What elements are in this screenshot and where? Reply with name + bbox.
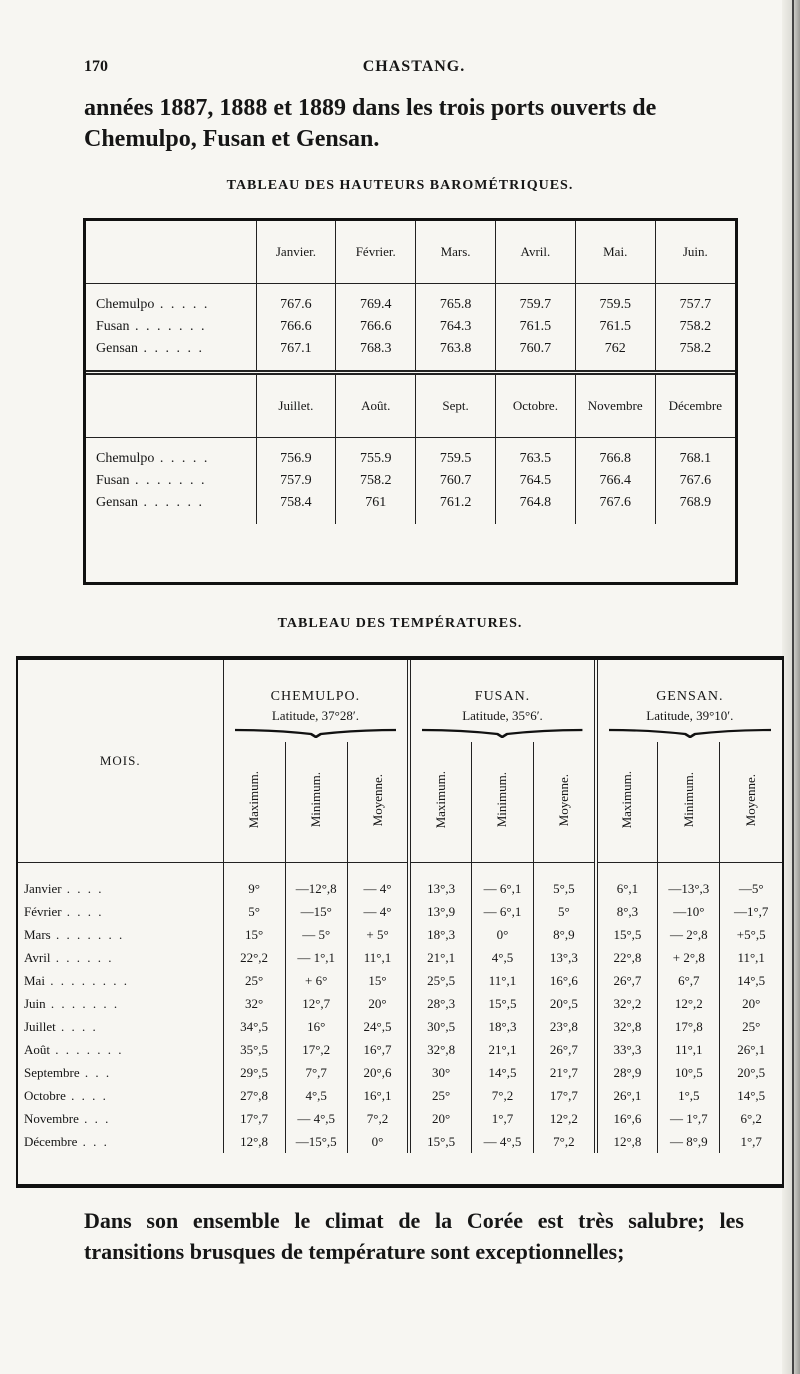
temperature-value: — 5° [285, 923, 347, 946]
spacer-row [86, 360, 735, 373]
table-row [18, 1038, 782, 1061]
pressure-value: 768.9 [655, 492, 735, 514]
port-name: Chemulpo [96, 297, 155, 312]
temperature-value: — 1°,1 [285, 946, 347, 969]
port-label [86, 294, 256, 316]
temperature-value: 20° [720, 992, 782, 1015]
table-row [86, 338, 735, 360]
month-name: Avril [24, 949, 51, 965]
temperature-value: 26°,1 [596, 1084, 658, 1107]
pressure-value: 768.1 [655, 448, 735, 470]
temperature-value: 20° [347, 992, 409, 1015]
temperature-value: 7°,2 [534, 1130, 596, 1153]
temperature-table [16, 656, 784, 1188]
temperature-value: 15° [347, 969, 409, 992]
month-name: Décembre [24, 1133, 78, 1149]
temperature-value: + 6° [285, 969, 347, 992]
table-row [18, 1061, 782, 1084]
temperature-value: 22°,8 [596, 946, 658, 969]
leader-dots: . . . . . [154, 451, 210, 466]
leader-dots: . . . . . . [50, 949, 114, 965]
temperature-value: 12°,8 [223, 1130, 285, 1153]
temperature-value: 14°,5 [471, 1061, 533, 1084]
leader-dots: . . . . . . [138, 495, 204, 510]
month-header: Août. [336, 375, 416, 438]
subheader-cell [534, 742, 596, 863]
pressure-value: 767.6 [655, 470, 735, 492]
temperature-value: 15° [223, 923, 285, 946]
temperature-value: 21°,1 [471, 1038, 533, 1061]
temperature-value: —1°,7 [720, 900, 782, 923]
leader-dots: . . . . . . . [129, 319, 207, 334]
temperature-value: 15°,5 [471, 992, 533, 1015]
pressure-value: 761 [336, 492, 416, 514]
table-row [18, 1015, 782, 1038]
city-name: FUSAN. [474, 689, 531, 704]
month-label [18, 1107, 223, 1130]
temperature-value: 26°,7 [534, 1038, 596, 1061]
temperature-value: 0° [347, 1130, 409, 1153]
subheader-cell [347, 742, 409, 863]
city-header [409, 660, 595, 742]
temperature-value: 16°,1 [347, 1084, 409, 1107]
pressure-value: 760.7 [416, 470, 496, 492]
table-row [86, 470, 735, 492]
temperature-value: 12°,8 [596, 1130, 658, 1153]
subheader-label: Moyenne. [555, 773, 571, 827]
pressure-value: 767.1 [256, 338, 336, 360]
temperature-value: —13°,3 [658, 877, 720, 900]
temperature-value: 1°,7 [720, 1130, 782, 1153]
city-name: CHEMULPO. [270, 689, 361, 704]
subheader-label: Maximum. [246, 771, 262, 829]
leader-dots: . . . . [61, 880, 104, 896]
barometric-table [83, 218, 738, 585]
table-row [18, 923, 782, 946]
temperature-value: 5°,5 [534, 877, 596, 900]
temperature-value: 15°,5 [596, 923, 658, 946]
subheader-label: Moyenne. [743, 773, 759, 827]
temperature-value: 25° [409, 1084, 471, 1107]
temperature-value: 32° [223, 992, 285, 1015]
subheader-label: Minimum. [308, 772, 324, 828]
temperature-value: 24°,5 [347, 1015, 409, 1038]
temperature-value: 8°,9 [534, 923, 596, 946]
pressure-value: 758.2 [336, 470, 416, 492]
temperature-value: 21°,1 [409, 946, 471, 969]
port-name: Chemulpo [96, 451, 155, 466]
port-name: Fusan [96, 319, 130, 334]
pressure-value: 764.3 [416, 316, 496, 338]
table-row [18, 877, 782, 900]
month-name: Mai [24, 972, 45, 988]
month-header: Mars. [416, 221, 496, 284]
temperature-value: 1°,7 [471, 1107, 533, 1130]
temperature-value: — 2°,8 [658, 923, 720, 946]
running-head: CHASTANG. [362, 58, 466, 75]
temperature-value: 17°,7 [534, 1084, 596, 1107]
port-label [86, 338, 256, 360]
temperature-value: 17°,2 [285, 1038, 347, 1061]
temperature-value: 13°,9 [409, 900, 471, 923]
temperature-value: 23°,8 [534, 1015, 596, 1038]
month-name: Novembre [24, 1110, 79, 1126]
temperature-value: 12°,7 [285, 992, 347, 1015]
leader-dots: . . . . . . . [129, 473, 207, 488]
pressure-value: 762 [575, 338, 655, 360]
temperature-value: 11°,1 [720, 946, 782, 969]
temperature-value: 18°,3 [471, 1015, 533, 1038]
temperature-value: 5° [223, 900, 285, 923]
pressure-value: 757.7 [655, 294, 735, 316]
temperature-value: 14°,5 [720, 969, 782, 992]
corner-cell [86, 221, 256, 284]
spacer-row [86, 514, 735, 524]
subheader-cell [285, 742, 347, 863]
temperature-value: 8°,3 [596, 900, 658, 923]
month-label [18, 923, 223, 946]
leader-dots: . . . . . . [138, 341, 204, 356]
city-header [223, 660, 409, 742]
brace-icon [609, 728, 771, 738]
pressure-value: 758.2 [655, 316, 735, 338]
month-header: Décembre [655, 375, 735, 438]
leader-dots: . . . . . . . . [44, 972, 129, 988]
temperature-value: 6°,7 [658, 969, 720, 992]
temperature-value: 26°,1 [720, 1038, 782, 1061]
spacer-row [86, 438, 735, 449]
temperature-value: 28°,3 [409, 992, 471, 1015]
pressure-value: 768.3 [336, 338, 416, 360]
spacer-row [18, 863, 782, 877]
page-number: 170 [84, 58, 108, 75]
temperature-value: 20°,6 [347, 1061, 409, 1084]
temperature-value: 20°,5 [720, 1061, 782, 1084]
subheader-cell [471, 742, 533, 863]
pressure-value: 765.8 [416, 294, 496, 316]
brace-icon [422, 728, 582, 738]
pressure-value: 766.6 [336, 316, 416, 338]
barometric-table-title: TABLEAU DES HAUTEURS BAROMÉTRIQUES. [226, 178, 574, 193]
temperature-value: — 6°,1 [471, 877, 533, 900]
pressure-value: 759.7 [495, 294, 575, 316]
table-row [18, 1084, 782, 1107]
closing-paragraph: Dans son ensemble le climat de la Corée est très salubre; les transitions brusques de température sont exceptionnelles; [84, 1208, 744, 1264]
temperature-value: —15°,5 [285, 1130, 347, 1153]
port-name: Gensan [96, 341, 138, 356]
temperature-value: 5° [534, 900, 596, 923]
temperature-value: + 5° [347, 923, 409, 946]
corner-cell [86, 375, 256, 438]
table-row [86, 492, 735, 514]
month-label [18, 992, 223, 1015]
leader-dots: . . . [78, 1110, 111, 1126]
pressure-value: 763.8 [416, 338, 496, 360]
temperature-value: 12°,2 [534, 1107, 596, 1130]
temperature-grid [18, 660, 782, 1153]
month-header: Mai. [575, 221, 655, 284]
temperature-value: —10° [658, 900, 720, 923]
pressure-value: 767.6 [575, 492, 655, 514]
month-name: Janvier [24, 880, 62, 896]
temperature-value: 29°,5 [223, 1061, 285, 1084]
month-header-row [86, 221, 735, 284]
month-name: Juin [24, 995, 46, 1011]
pressure-value: 761.5 [575, 316, 655, 338]
temperature-value: 7°,2 [471, 1084, 533, 1107]
temperature-value: 32°,2 [596, 992, 658, 1015]
subheader-label: Minimum. [494, 772, 510, 828]
temperature-value: 35°,5 [223, 1038, 285, 1061]
temperature-value: 7°,7 [285, 1061, 347, 1084]
month-name: Août [24, 1041, 50, 1057]
table-row [86, 448, 735, 470]
temperature-value: 11°,1 [347, 946, 409, 969]
page-edge-shadow [782, 0, 800, 1374]
temperature-value: 13°,3 [534, 946, 596, 969]
temperature-value: 18°,3 [409, 923, 471, 946]
temperature-value: + 2°,8 [658, 946, 720, 969]
page-header [84, 58, 744, 84]
month-header-row [86, 375, 735, 438]
barometric-grid [86, 221, 735, 524]
pressure-value: 763.5 [495, 448, 575, 470]
temperature-value: 4°,5 [471, 946, 533, 969]
temperature-value: 11°,1 [658, 1038, 720, 1061]
pressure-value: 756.9 [256, 448, 336, 470]
city-name: GENSAN. [656, 689, 724, 704]
temperature-value: 25° [720, 1015, 782, 1038]
port-label [86, 470, 256, 492]
temperature-value: 0° [471, 923, 533, 946]
temperature-value: 28°,9 [596, 1061, 658, 1084]
pressure-value: 766.4 [575, 470, 655, 492]
temperature-value: 32°,8 [409, 1038, 471, 1061]
table-row [18, 969, 782, 992]
month-header: Octobre. [495, 375, 575, 438]
city-latitude: Latitude, 35°6′. [462, 708, 543, 723]
pressure-value: 759.5 [416, 448, 496, 470]
temperature-value: 30° [409, 1061, 471, 1084]
temperature-value: — 4°,5 [471, 1130, 533, 1153]
intro-paragraph: années 1887, 1888 et 1889 dans les trois ports ouverts de Chemulpo, Fusan et Gensan. [84, 95, 657, 152]
subheader-label: Minimum. [680, 772, 696, 828]
temperature-value: 20° [409, 1107, 471, 1130]
month-name: Septembre [24, 1064, 80, 1080]
pressure-value: 758.4 [256, 492, 336, 514]
city-latitude: Latitude, 37°28′. [271, 708, 359, 723]
brace-icon [235, 728, 397, 738]
temperature-value: 17°,8 [658, 1015, 720, 1038]
page-edge-line [792, 0, 794, 1374]
table-row [18, 946, 782, 969]
temperature-value: 6°,2 [720, 1107, 782, 1130]
leader-dots: . . . . [61, 903, 104, 919]
temperature-value: 34°,5 [223, 1015, 285, 1038]
temperature-value: 32°,8 [596, 1015, 658, 1038]
temperature-value: — 4° [347, 877, 409, 900]
temperature-value: 25°,5 [409, 969, 471, 992]
temperature-value: 16°,6 [596, 1107, 658, 1130]
temperature-value: 6°,1 [596, 877, 658, 900]
leader-dots: . . . [77, 1133, 109, 1149]
month-header: Juin. [655, 221, 735, 284]
temperature-value: 4°,5 [285, 1084, 347, 1107]
temperature-value: —5° [720, 877, 782, 900]
port-label [86, 448, 256, 470]
month-label [18, 900, 223, 923]
pressure-value: 764.8 [495, 492, 575, 514]
month-header: Janvier. [256, 221, 336, 284]
month-label [18, 1061, 223, 1084]
subheader-cell [658, 742, 720, 863]
temperature-value: 17°,7 [223, 1107, 285, 1130]
month-label [18, 1130, 223, 1153]
city-header [596, 660, 782, 742]
month-header: Février. [336, 221, 416, 284]
temperature-value: 1°,5 [658, 1084, 720, 1107]
month-label [18, 946, 223, 969]
leader-dots: . . . . [55, 1018, 98, 1034]
month-name: Juillet [24, 1018, 56, 1034]
month-name: Mars [24, 926, 51, 942]
month-label [18, 1084, 223, 1107]
temperature-value: 26°,7 [596, 969, 658, 992]
temperature-value: 33°,3 [596, 1038, 658, 1061]
month-label [18, 1038, 223, 1061]
pressure-value: 769.4 [336, 294, 416, 316]
temperature-value: 22°,2 [223, 946, 285, 969]
leader-dots: . . . . . . . [50, 1041, 124, 1057]
port-name: Fusan [96, 473, 130, 488]
subheader-cell [720, 742, 782, 863]
pressure-value: 761.2 [416, 492, 496, 514]
month-label [18, 877, 223, 900]
month-name: Février [24, 903, 62, 919]
pressure-value: 757.9 [256, 470, 336, 492]
pressure-value: 766.8 [575, 448, 655, 470]
month-header: Avril. [495, 221, 575, 284]
temperature-value: 15°,5 [409, 1130, 471, 1153]
subheader-label: Moyenne. [369, 773, 385, 827]
temperature-value: 16°,7 [347, 1038, 409, 1061]
table-row [86, 316, 735, 338]
pressure-value: 764.5 [495, 470, 575, 492]
temperature-value: 21°,7 [534, 1061, 596, 1084]
temperature-value: 30°,5 [409, 1015, 471, 1038]
leader-dots: . . . . [65, 1087, 108, 1103]
subheader-cell [596, 742, 658, 863]
pressure-value: 758.2 [655, 338, 735, 360]
subheader-label: Maximum. [619, 771, 635, 829]
pressure-value: 755.9 [336, 448, 416, 470]
month-header: Juillet. [256, 375, 336, 438]
leader-dots: . . . . . [154, 297, 210, 312]
temperature-value: — 4° [347, 900, 409, 923]
temperature-value: 13°,3 [409, 877, 471, 900]
month-name: Octobre [24, 1087, 66, 1103]
table-row [18, 992, 782, 1015]
subheader-cell [409, 742, 471, 863]
pressure-value: 759.5 [575, 294, 655, 316]
temperature-value: 20°,5 [534, 992, 596, 1015]
pressure-value: 767.6 [256, 294, 336, 316]
temperature-value: 11°,1 [471, 969, 533, 992]
month-label [18, 1015, 223, 1038]
temperature-value: 16° [285, 1015, 347, 1038]
temperature-value: 14°,5 [720, 1084, 782, 1107]
leader-dots: . . . . . . . [45, 995, 120, 1011]
month-header: Sept. [416, 375, 496, 438]
city-header-row [18, 660, 782, 742]
temperature-value: 7°,2 [347, 1107, 409, 1130]
month-column-header: MOIS. [99, 753, 141, 768]
temperature-value: 16°,6 [534, 969, 596, 992]
month-label [18, 969, 223, 992]
temperature-value: 10°,5 [658, 1061, 720, 1084]
subheader-label: Maximum. [433, 771, 449, 829]
port-label [86, 492, 256, 514]
port-name: Gensan [96, 495, 138, 510]
table-row [86, 294, 735, 316]
table-row [18, 900, 782, 923]
month-header: Novembre [575, 375, 655, 438]
leader-dots: . . . [79, 1064, 112, 1080]
port-label [86, 316, 256, 338]
pressure-value: 760.7 [495, 338, 575, 360]
table-row [18, 1107, 782, 1130]
temperature-value: 9° [223, 877, 285, 900]
temperature-value: +5°,5 [720, 923, 782, 946]
leader-dots: . . . . . . . [50, 926, 125, 942]
temperature-value: — 8°,9 [658, 1130, 720, 1153]
temperature-value: 25° [223, 969, 285, 992]
temperature-value: — 4°,5 [285, 1107, 347, 1130]
temperature-value: — 1°,7 [658, 1107, 720, 1130]
temperature-table-title: TABLEAU DES TEMPÉRATURES. [277, 616, 523, 631]
spacer-row [86, 284, 735, 295]
temperature-value: —15° [285, 900, 347, 923]
temperature-value: 27°,8 [223, 1084, 285, 1107]
pressure-value: 766.6 [256, 316, 336, 338]
pressure-value: 761.5 [495, 316, 575, 338]
city-latitude: Latitude, 39°10′. [646, 708, 734, 723]
subheader-cell [223, 742, 285, 863]
temperature-value: 12°,2 [658, 992, 720, 1015]
temperature-value: — 6°,1 [471, 900, 533, 923]
temperature-value: —12°,8 [285, 877, 347, 900]
table-row [18, 1130, 782, 1153]
